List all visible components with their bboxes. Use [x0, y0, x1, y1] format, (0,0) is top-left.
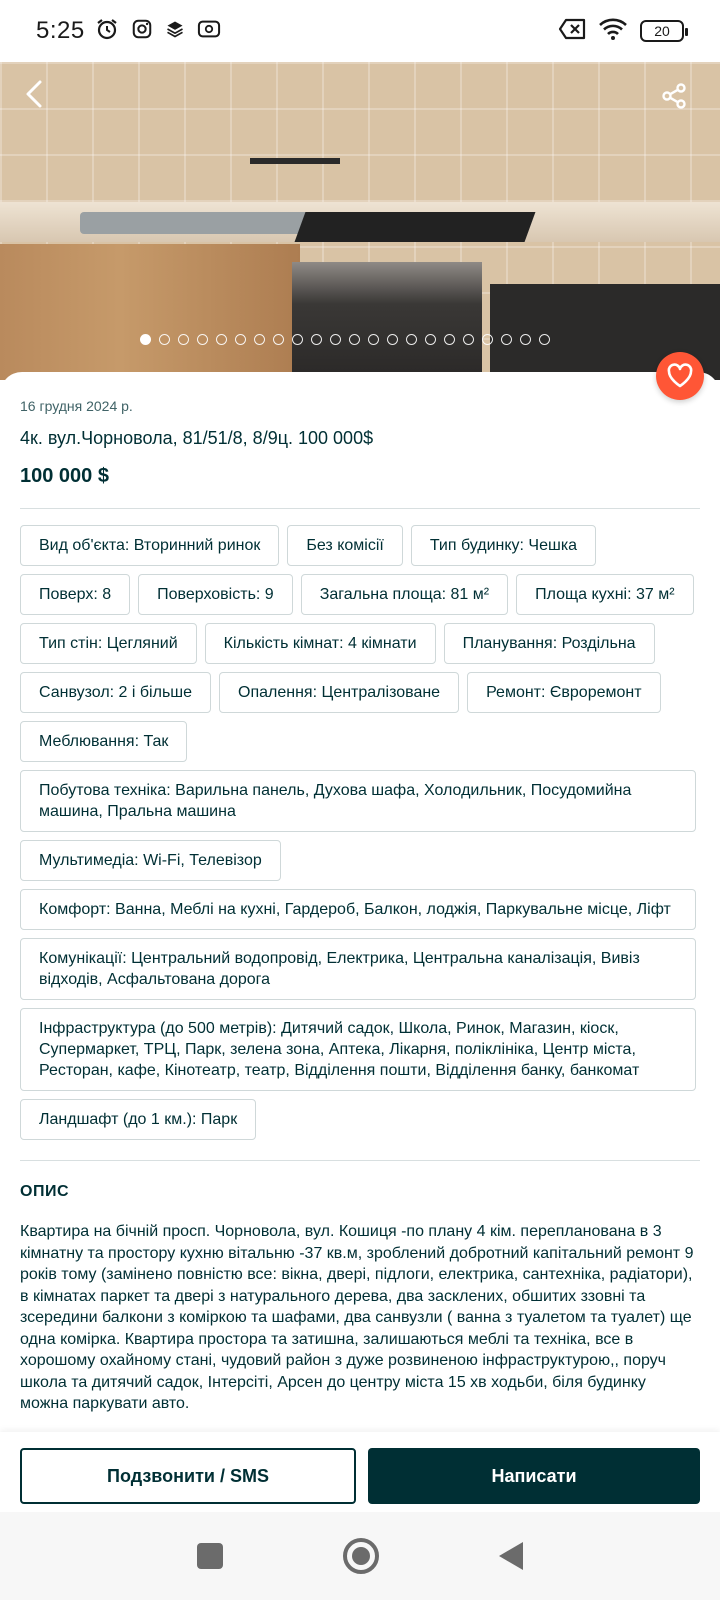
share-button[interactable] [650, 72, 698, 120]
listing-date: 16 грудня 2024 р. [20, 398, 133, 414]
parameter-tag: Поверх: 8 [20, 574, 130, 615]
parameter-tag: Тип будинку: Чешка [411, 525, 596, 566]
divider [20, 508, 700, 509]
listing-details [0, 372, 720, 1432]
gallery-pagination[interactable] [140, 334, 550, 345]
system-navigation-bar [0, 1512, 720, 1600]
gallery-dot[interactable] [140, 334, 151, 345]
wifi-icon [598, 17, 628, 46]
gallery-dot[interactable] [159, 334, 170, 345]
parameter-tag: Комфорт: Ванна, Меблі на кухні, Гардероб, Балкон, лоджія, Паркувальне місце, Ліфт [20, 889, 696, 930]
listing-photo-gallery[interactable] [0, 62, 720, 380]
photo-decor [250, 158, 340, 164]
contact-bar [0, 1432, 720, 1512]
listing-price: 100 000 $ [20, 465, 109, 487]
parameter-tag: Комунікації: Центральний водопровід, Електрика, Центральна каналізація, Вивіз відходів, Асфальтована дорога [20, 938, 696, 1000]
parameter-tag: Опалення: Централізоване [219, 672, 459, 713]
parameters-list [20, 525, 696, 1140]
gallery-dot[interactable] [444, 334, 455, 345]
gallery-dot[interactable] [311, 334, 322, 345]
screen-record-icon [197, 18, 221, 45]
layers-icon [165, 19, 185, 44]
parameter-tag: Інфраструктура (до 500 метрів): Дитячий садок, Школа, Ринок, Магазин, кіоск, Супермаркет, ТРЦ, Парк, зелена зона, Аптека, Лікарня, поліклініка, Центр міста, Ресторан, кафе, Кінотеатр, театр, Відділення пошти, Відділення банку, банкомат [20, 1008, 696, 1091]
parameter-tag: Без комісії [287, 525, 402, 566]
gallery-dot[interactable] [482, 334, 493, 345]
gallery-dot[interactable] [368, 334, 379, 345]
status-time: 5:25 [36, 17, 85, 44]
parameter-tag: Кількість кімнат: 4 кімнати [205, 623, 436, 664]
parameter-tag: Ландшафт (до 1 км.): Парк [20, 1099, 256, 1140]
gallery-dot[interactable] [216, 334, 227, 345]
gallery-dot[interactable] [178, 334, 189, 345]
description-text: Квартира на бічній просп. Чорновола, вул. Кошиця -по плану 4 кім. перепланована в 3 кімнатну та простору кухню вітальню -37 кв.м, зроблений добротний капітальний ремонт 9 років тому (замінено повністю все: вікна, двері, підлоги, електрика, сантехніка, радіатори), в кімнатах паркет та двері з натурального дерева, два засклених, обшитих ззовні та зсередини балкони з коміркою та шафами, два санвузли ( ванна з туалетом та туалет) ще одна комірка. Квартира простора та затишна, залишаються меблі та техніка, все в хорошому охайному стані, чудовий район з дуже розвиненою інфраструктурою,, поруч школа та дитячий садок, Інтерсіті, Арсен до центру міста 15 хв ходьби, біля будинку можна паркувати авто. [20, 1223, 694, 1412]
gallery-dot[interactable] [539, 334, 550, 345]
heart-icon [666, 363, 694, 389]
gallery-dot[interactable] [235, 334, 246, 345]
parameter-tag: Тип стін: Цегляний [20, 623, 197, 664]
photo-decor [0, 244, 300, 380]
parameter-tag: Вид об'єкта: Вторинний ринок [20, 525, 279, 566]
parameter-tag: Ремонт: Євроремонт [467, 672, 660, 713]
listing-title: 4к. вул.Чорновола, 81/51/8, 8/9ц. 100 000$ [20, 428, 374, 448]
write-message-button[interactable]: Написати [368, 1448, 700, 1504]
chevron-left-icon [23, 79, 45, 109]
parameter-tag: Мультимедіа: Wi-Fi, Телевізор [20, 840, 281, 881]
gallery-dot[interactable] [425, 334, 436, 345]
call-sms-button[interactable]: Подзвонити / SMS [20, 1448, 356, 1504]
recent-apps-button[interactable] [197, 1543, 223, 1569]
gallery-dot[interactable] [292, 334, 303, 345]
description-heading: ОПИС [20, 1183, 69, 1200]
parameter-tag: Планування: Роздільна [444, 623, 655, 664]
gallery-dot[interactable] [273, 334, 284, 345]
divider [20, 1160, 700, 1161]
gallery-dot[interactable] [520, 334, 531, 345]
instagram-icon [131, 18, 153, 45]
sim-off-icon [558, 18, 586, 45]
photo-decor [292, 262, 482, 380]
status-bar [0, 0, 720, 62]
battery-indicator: 20 [640, 20, 684, 42]
gallery-dot[interactable] [406, 334, 417, 345]
gallery-dot[interactable] [463, 334, 474, 345]
home-button[interactable] [343, 1538, 379, 1574]
share-icon [660, 82, 688, 110]
parameter-tag: Площа кухні: 37 м² [516, 574, 693, 615]
parameter-tag: Побутова техніка: Варильна панель, Духова шафа, Холодильник, Посудомийна машина, Пральна машина [20, 770, 696, 832]
alarm-icon [95, 17, 119, 46]
photo-decor [295, 212, 536, 242]
photo-decor [80, 212, 310, 234]
parameter-tag: Загальна площа: 81 м² [301, 574, 508, 615]
gallery-dot[interactable] [254, 334, 265, 345]
gallery-dot[interactable] [349, 334, 360, 345]
parameter-tag: Меблювання: Так [20, 721, 187, 762]
gallery-dot[interactable] [330, 334, 341, 345]
gallery-dot[interactable] [197, 334, 208, 345]
back-nav-button[interactable] [499, 1542, 523, 1570]
favorite-button[interactable] [656, 352, 704, 400]
parameter-tag: Поверховість: 9 [138, 574, 293, 615]
back-button[interactable] [10, 70, 58, 118]
gallery-dot[interactable] [387, 334, 398, 345]
gallery-dot[interactable] [501, 334, 512, 345]
parameter-tag: Санвузол: 2 і більше [20, 672, 211, 713]
